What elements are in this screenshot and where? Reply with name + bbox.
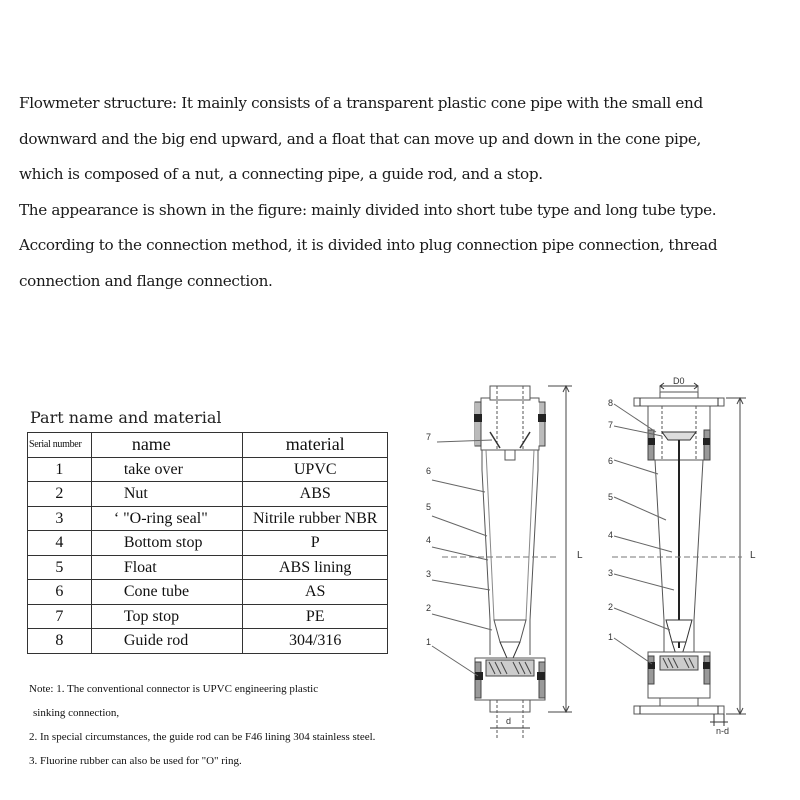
cell-material: ABS [243,482,388,507]
table-title: Part name and material [30,408,222,427]
header-serial: Serial number [28,433,92,458]
cell-material: PE [243,604,388,629]
header-name: name [91,433,243,458]
left-flowmeter-diagram [432,386,572,740]
left-length-label: L [577,550,583,561]
cell-name: Bottom stop [91,531,243,556]
cell-serial: 8 [28,629,92,654]
cell-material: ABS lining [243,555,388,580]
cell-name: take over [91,457,243,482]
right-callout: 1 [608,632,614,642]
intro-line: The appearance is shown in the figure: mainly divided into short tube type and long tube type. [19,200,717,219]
left-callout: 4 [426,535,432,545]
cell-name: ‘ "O-ring seal" [91,506,243,531]
note-line: 3. Fluorine rubber can also be used for "O" ring. [29,755,242,767]
right-callout: 8 [608,398,614,408]
cell-name: Float [91,555,243,580]
left-callout: 2 [426,603,432,613]
right-callout: 6 [608,456,614,466]
cell-material: Nitrile rubber NBR [243,506,388,531]
left-callout: 6 [426,466,432,476]
right-top-label: D0 [673,376,685,386]
left-callout: 3 [426,569,432,579]
right-length-label: L [750,550,756,561]
intro-line: connection and flange connection. [19,271,273,290]
right-callout: 7 [608,420,614,430]
right-callout: 4 [608,530,614,540]
note-line: sinking connection, [33,707,120,719]
cell-material: 304/316 [243,629,388,654]
left-callout: 7 [426,432,432,442]
right-callout: 5 [608,492,614,502]
cell-name: Cone tube [91,580,243,605]
intro-line: Flowmeter structure: It mainly consists of a transparent plastic cone pipe with the small end [19,94,703,112]
intro-line: According to the connection method, it is divided into plug connection pipe connection, thread [19,236,718,254]
cell-name: Top stop [91,604,243,629]
cell-serial: 5 [28,555,92,580]
cell-serial: 1 [28,457,92,482]
left-diameter-label: d [506,716,512,726]
right-callout: 2 [608,602,614,612]
cell-name: Nut [91,482,243,507]
intro-line: downward and the big end upward, and a float that can move up and down in the cone pipe, [19,129,702,148]
left-callout: 5 [426,502,432,512]
cell-serial: 6 [28,580,92,605]
left-callout: 1 [426,637,432,647]
cell-material: AS [243,580,388,605]
header-material: material [243,433,388,458]
intro-line: which is composed of a nut, a connecting pipe, a guide rod, and a stop. [19,165,543,183]
cell-name: Guide rod [91,629,243,654]
cell-material: UPVC [243,457,388,482]
cell-serial: 4 [28,531,92,556]
cell-material: P [243,531,388,556]
cell-serial: 3 [28,506,92,531]
right-bolt-label: n-d [716,726,730,736]
cell-serial: 7 [28,604,92,629]
cell-serial: 2 [28,482,92,507]
right-flowmeter-diagram [612,383,746,726]
note-line: 2. In special circumstances, the guide rod can be F46 lining 304 stainless steel. [29,731,376,743]
note-line: Note: 1. The conventional connector is UPVC engineering plastic [29,683,319,695]
right-callout: 3 [608,568,614,578]
